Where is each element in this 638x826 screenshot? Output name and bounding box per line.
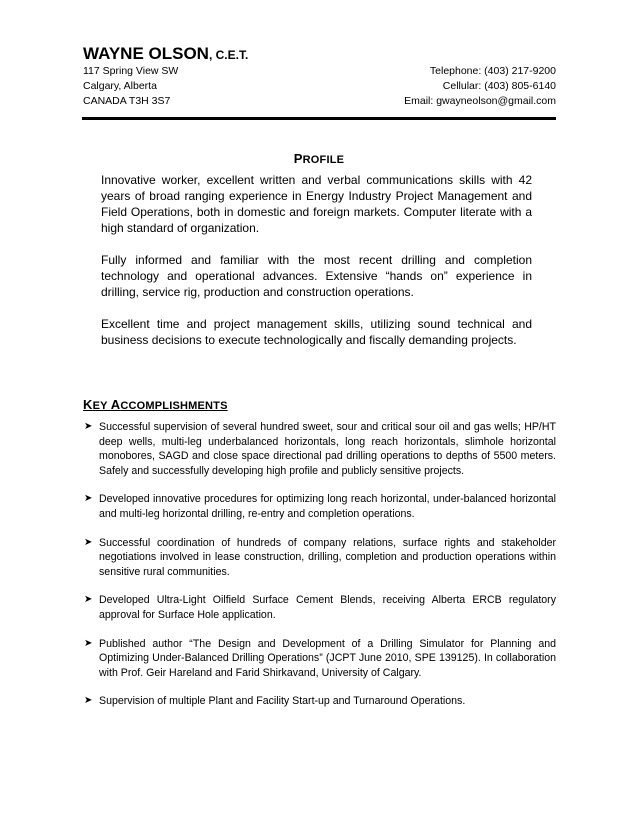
address-line: Calgary, Alberta — [83, 80, 157, 92]
arrow-bullet-icon: ➤ — [84, 493, 93, 505]
full-name: WAYNE OLSON — [83, 44, 209, 63]
list-item: ➤ Developed innovative procedures for optimizing long reach horizontal, under-balanced horizontal and multi-leg horizontal drilling, re-entry and completion operations. — [84, 493, 556, 520]
telephone: Telephone: (403) 217-9200 — [429, 65, 556, 77]
profile-paragraph: Excellent time and project management skills, utilizing sound technical and business decisions to execute technologically and fiscally demanding projects. — [101, 317, 532, 347]
list-item: ➤ Successful supervision of several hundred sweet, sour and critical sour oil and gas wells; HP/HT deep wells, multi-leg underbalanced horizontals, long reach horizontals, slimhole horizontal monobores, SAGD and close space directional pad drilling operations to depths of 5500 meters. Safely and successfully developing high profile and publicly sensitive projects. — [84, 421, 556, 477]
credential: C.E.T. — [215, 48, 249, 62]
name-heading: WAYNE OLSON, C.E.T. — [83, 44, 249, 63]
arrow-bullet-icon: ➤ — [84, 536, 93, 548]
arrow-bullet-icon: ➤ — [84, 695, 93, 707]
address-line: 117 Spring View SW — [83, 65, 179, 77]
key-accomplishments-heading: KEY ACCOMPLISHMENTS — [83, 397, 228, 412]
profile-heading: PROFILE — [293, 151, 345, 166]
profile-paragraph: Fully informed and familiar with the most recent drilling and completion technology and operational advances. Extensive “hands on” experience in drilling, service rig, production and construction operations. — [101, 253, 532, 299]
header-divider — [82, 117, 556, 120]
arrow-bullet-icon: ➤ — [84, 421, 93, 432]
mailing-address — [83, 64, 178, 109]
arrow-bullet-icon: ➤ — [84, 594, 93, 606]
email: Email: gwayneolson@gmail.com — [404, 95, 556, 107]
list-item: ➤ Developed Ultra-Light Oilfield Surface Cement Blends, receiving Alberta ERCB regulatory approval for Surface Hole application. — [84, 594, 556, 621]
profile-section — [101, 172, 532, 364]
accomplishments-list — [83, 420, 556, 709]
profile-paragraph: Innovative worker, excellent written and verbal communications skills with 42 years of broad ranging experience in Energy Industry Project Management and Field Operations, both in domestic and foreign markets. Computer literate with a high standard of organization. — [101, 173, 532, 235]
contact-info — [404, 64, 556, 109]
cellular: Cellular: (403) 805-6140 — [442, 80, 556, 92]
arrow-bullet-icon: ➤ — [84, 637, 93, 649]
address-line: CANADA T3H 3S7 — [83, 95, 171, 107]
list-item: ➤ Published author “The Design and Development of a Drilling Simulator for Planning and Optimizing Under-Balanced Drilling Operations” (JCPT June 2010, SPE 139125). In collaboration with Prof. Geir Hareland and Farid Shirkavand, University of Calgary. — [84, 637, 556, 679]
list-item: ➤ Successful coordination of hundreds of company relations, surface rights and stakeholder negotiations involved in lease construction, drilling, completion and production operations within sensitive rural communities. — [84, 536, 556, 578]
list-item: ➤ Supervision of multiple Plant and Facility Start-up and Turnaround Operations. — [84, 695, 466, 708]
